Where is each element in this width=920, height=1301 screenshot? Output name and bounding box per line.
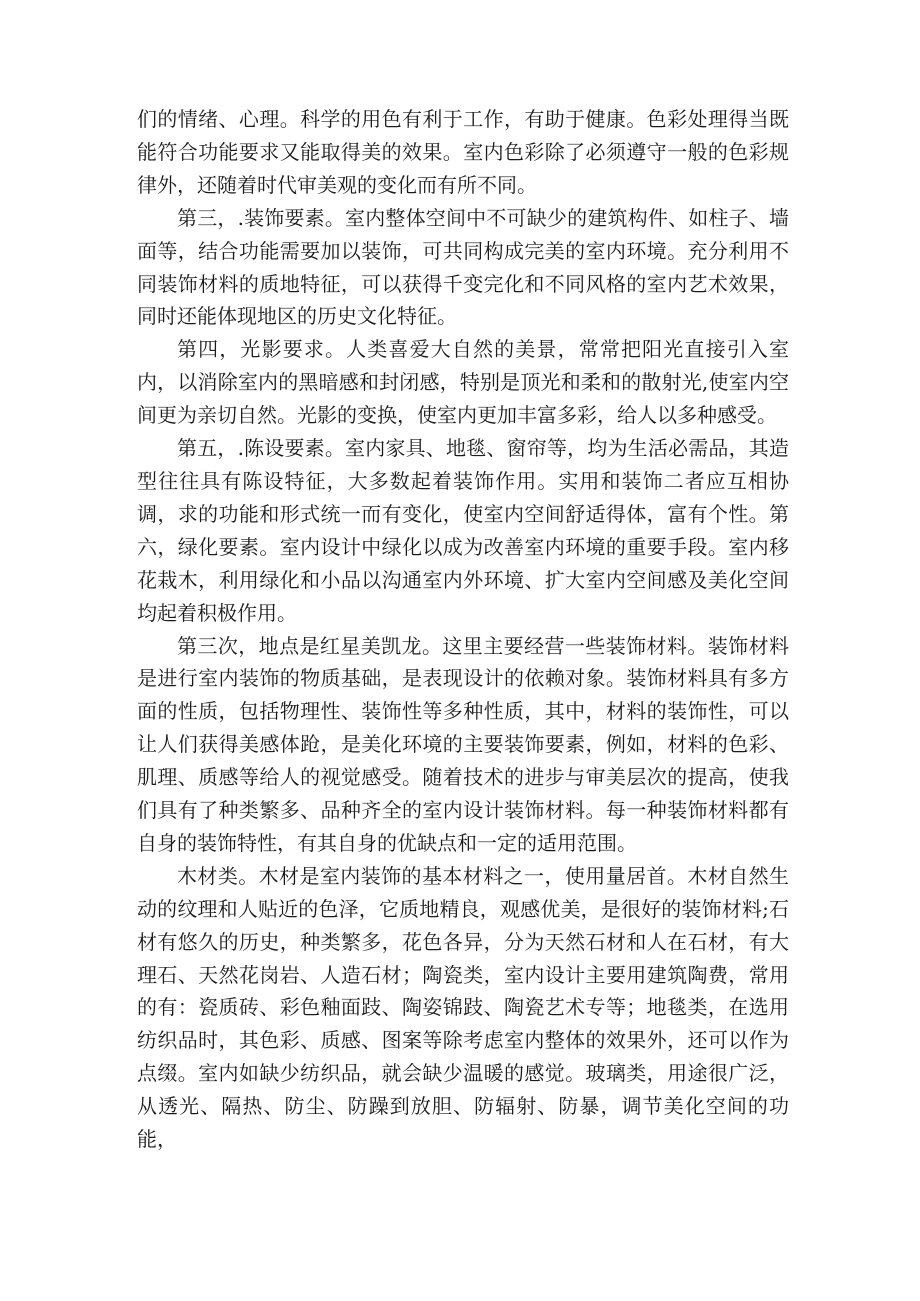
document-page [137,103,789,1156]
paragraph-light-shadow: 第四，光影要求。人类喜爱大自然的美景，常常把阳光直接引入室内，以消除室内的黑暗感和封闭感，特别是顶光和柔和的散射光,使室内空间更为亲切自然。光影的变换，使室内更加丰富多彩，给人以多种感受。 [137,337,789,428]
paragraph-decoration-element: 第三，.装饰要素。室内整体空间中不可缺少的建筑构件、如柱子、墙面等，结合功能需要加以装饰，可共同构成完美的室内环境。充分利用不同装饰材料的质地特征，可以获得千变完化和不同风格的室内艺术效果，同时还能体现地区的历史文化特征。 [137,205,789,329]
paragraph-third-visit: 第三次，地点是红星美凯龙。这里主要经营一些装饰材料。装饰材料是进行室内装饰的物质基础，是表现设计的依赖对象。装饰材料具有多方面的性质，包括物理性、装饰性等多种性质，其中，材料的装饰性，可以让人们获得美感体跄，是美化环境的主要装饰要素，例如，材料的色彩、肌理、质感等给人的视觉感受。随着技术的进步与审美层次的提高，使我们具有了种类繁多、品种齐全的室内设计装饰材料。每一种装饰材料都有自身的装饰特性，有其自身的优缺点和一定的适用范围。 [137,633,789,855]
paragraph-materials: 木材类。木材是室内装饰的基本材料之一，使用量居首。木材自然生动的纹理和人贴近的色泽，它质地精良，观感优美，是很好的装饰材料;石材有悠久的历史，种类繁多，花色各异，分为天然石材和人在石材，有大理石、天然花岗岩、人造石材；陶瓷类，室内设计主要用建筑陶费，常用的有：瓷质砖、彩色釉面跂、陶姿锦跂、陶瓷艺术专等；地毯类，在选用纺织品时，其色彩、质感、图案等除考虑室内整体的效果外，还可以作为点缀。室内如缺少纺织品，就会缺少温暖的感觉。玻璃类，用途很广泛，从透光、隔热、防尘、防躁到放胆、防辐射、防暴，调节美化空间的功能， [137,863,789,1152]
paragraph-color-continued: 们的情绪、心理。科学的用色有利于工作，有助于健康。色彩处理得当既能符合功能要求又能取得美的效果。室内色彩除了必须遵守一般的色彩规律外，还随着时代审美观的变化而有所不同。 [137,107,789,197]
paragraph-furnishing-greenery: 第五，.陈设要素。室内家具、地毯、窗帘等，均为生活必需品，其造型往往具有陈设特征，大多数起着装饰作用。实用和装饰二者应互相协调，求的功能和形式统一而有变化，使室内空间舒适得体，富有个性。第六，绿化要素。室内设计中绿化以成为改善室内环境的重要手段。室内移花栽木，利用绿化和小品以沟通室内外环境、扩大室内空间感及美化空间均起着积极作用。 [137,436,789,625]
